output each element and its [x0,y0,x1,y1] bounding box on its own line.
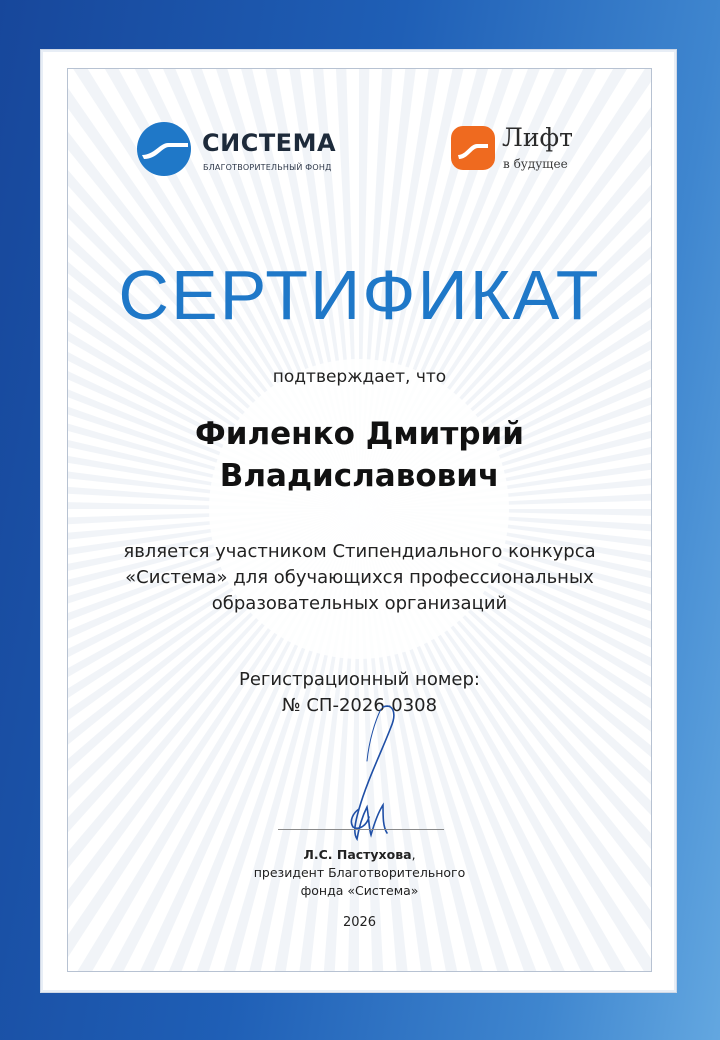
participation-description: является участником Стипендиального конкурса «Система» для обучающихся профессиональных образовательных организаций [123,541,596,614]
certificate-sheet [40,49,677,993]
sistema-logo-subtitle: БЛАГОТВОРИТЕЛЬНЫЙ ФОНД [203,163,332,172]
lift-logo-subtitle: в будущее [503,157,568,171]
certificate-year: 2026 [342,915,377,930]
confirms-text: подтверждает, что [272,367,447,387]
sistema-logo-icon [136,121,192,177]
certificate-inner-border [67,68,652,972]
sistema-logo-text: СИСТЕМА [202,129,337,157]
recipient-name [68,413,651,497]
signature [323,701,413,847]
signer-position-line1: президент Благотворительного [253,865,466,880]
signer-block [68,846,651,900]
signer-name: Л.С. Пастухова [303,847,412,862]
sistema-logo [136,119,346,179]
signer-comma: , [411,847,416,862]
signature-line [278,829,444,830]
certificate-title: СЕРТИФИКАТ [118,256,601,334]
registration-label: Регистрационный номер: [239,669,480,690]
recipient-name-line2: Владиславович [219,458,500,494]
signer-position-line2: фонда «Система» [300,883,419,898]
registration-number: № СП-2026-0308 [281,695,438,716]
recipient-name-line1: Филенко Дмитрий [194,416,524,452]
lift-logo-icon [450,125,496,171]
lift-logo [450,119,600,179]
lift-logo-text: Лифт [502,123,573,152]
